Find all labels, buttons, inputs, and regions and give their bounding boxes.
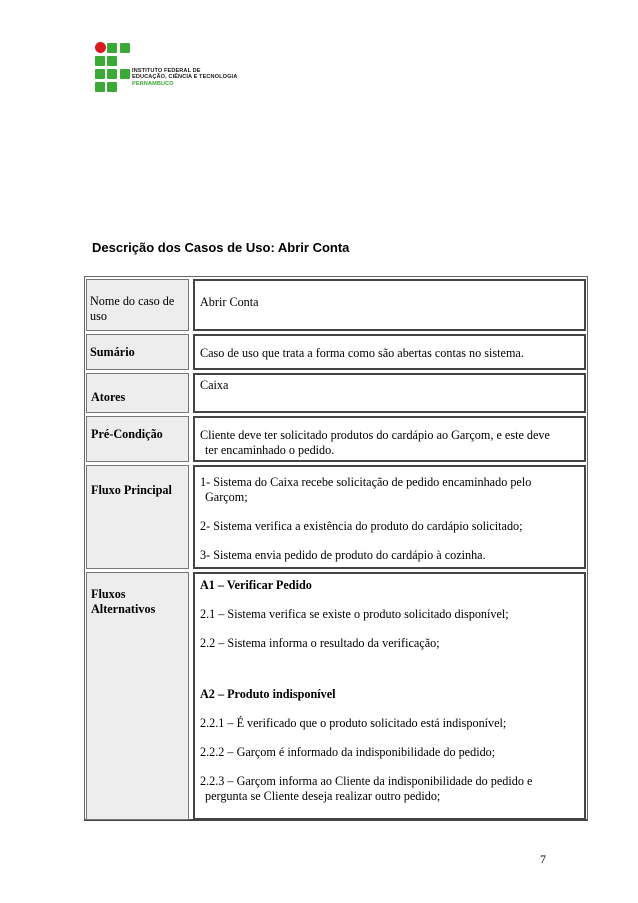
alt-flow-a2-step-2: 2.2.2 – Garçom é informado da indisponibilidade do pedido; — [200, 745, 496, 759]
label-atores: Atores — [86, 373, 189, 413]
label-fluxos-line-1: Fluxos — [91, 587, 126, 601]
label-sumario: Sumário — [86, 334, 189, 370]
table-row-atores — [85, 373, 587, 413]
value-fluxos-alternativos — [193, 572, 586, 820]
table-row-fluxo-principal — [85, 465, 587, 569]
fluxo-step-1: 1- Sistema do Caixa recebe solicitação de pedido encaminhado pelo — [200, 475, 532, 489]
table-row-sumario — [85, 334, 587, 370]
use-case-table — [84, 276, 588, 821]
fluxo-step-3: 3- Sistema envia pedido de produto do cardápio à cozinha. — [200, 548, 486, 562]
value-precondicao — [193, 416, 586, 462]
alt-flow-a2-step-1: 2.2.1 – É verificado que o produto solicitado está indisponível; — [200, 716, 507, 730]
alt-flow-a2-step-3-cont: pergunta se Cliente deseja realizar outro pedido; — [205, 789, 441, 803]
precondicao-line-2: ter encaminhado o pedido. — [205, 443, 335, 457]
label-fluxos-line-2: Alternativos — [91, 602, 156, 616]
logo-line-2: EDUCAÇÃO, CIÊNCIA E TECNOLOGIA — [132, 74, 238, 81]
table-row-precondicao — [85, 416, 587, 462]
label-precondicao: Pré-Condição — [86, 416, 189, 462]
logo-line-1: INSTITUTO FEDERAL DE — [132, 68, 201, 74]
alt-flow-a1-step-1: 2.1 – Sistema verifica se existe o produto solicitado disponível; — [200, 607, 509, 621]
institution-logo — [94, 42, 238, 94]
value-atores: Caixa — [193, 373, 586, 413]
value-fluxo-principal — [193, 465, 586, 569]
label-nome: Nome do caso de uso — [86, 279, 189, 331]
table-row-fluxos-alternativos — [85, 572, 587, 820]
value-nome: Abrir Conta — [193, 279, 586, 331]
alt-flow-a2-step-3: 2.2.3 – Garçom informa ao Cliente da indisponibilidade do pedido e — [200, 774, 533, 788]
label-fluxos-alternativos — [86, 572, 189, 820]
section-heading: Descrição dos Casos de Uso: Abrir Conta — [92, 240, 350, 255]
page-number: 7 — [540, 852, 546, 866]
logo-mark-icon — [94, 42, 134, 94]
logo-text — [132, 68, 237, 87]
alt-flow-a1-step-2: 2.2 – Sistema informa o resultado da verificação; — [200, 636, 440, 650]
logo-line-3: PERNAMBUCO — [132, 80, 174, 87]
table-row-nome — [85, 279, 587, 331]
alt-flow-a1-title: A1 – Verificar Pedido — [200, 578, 312, 592]
value-sumario: Caso de uso que trata a forma como são abertas contas no sistema. — [193, 334, 586, 370]
fluxo-step-1-cont: Garçom; — [205, 490, 248, 504]
precondicao-line-1: Cliente deve ter solicitado produtos do cardápio ao Garçom, e este deve — [200, 428, 550, 442]
fluxo-step-2: 2- Sistema verifica a existência do produto do cardápio solicitado; — [200, 519, 523, 533]
alt-flow-a2-title: A2 – Produto indisponível — [200, 687, 336, 701]
label-fluxo-principal: Fluxo Principal — [86, 465, 189, 569]
